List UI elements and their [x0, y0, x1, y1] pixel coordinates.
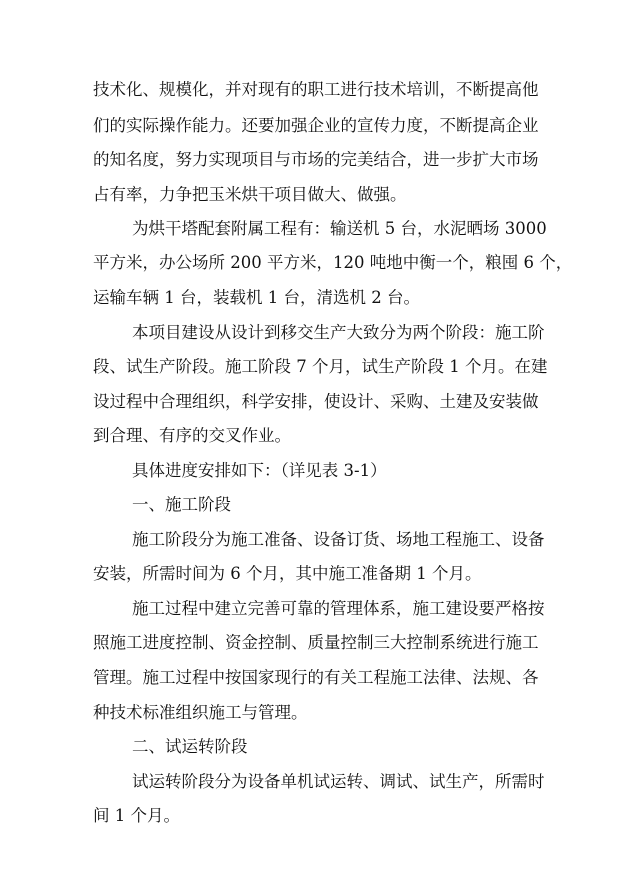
text-line: 照施工进度控制、资金控制、质量控制三大控制系统进行施工 [93, 633, 539, 652]
text-line: 到合理、有序的交叉作业。 [93, 426, 291, 445]
text-line: 施工阶段分为施工准备、设备订货、场地工程施工、设备 [132, 530, 545, 549]
text-line: 管理。施工过程中按国家现行的有关工程施工法律、法规、各 [93, 668, 539, 687]
text-line: 运输车辆 1 台，装载机 1 台，清选机 2 台。 [93, 288, 420, 307]
text-line: 施工过程中建立完善可靠的管理体系，施工建设要严格按 [132, 599, 545, 618]
text-line: 本项目建设从设计到移交生产大致分为两个阶段：施工阶 [132, 323, 545, 342]
text-line: 技术化、规模化，并对现有的职工进行技术培训，不断提高他 [93, 80, 539, 99]
text-line: 设过程中合理组织，科学安排，使设计、采购、土建及安装做 [93, 392, 539, 411]
section-heading: 二、试运转阶段 [132, 737, 248, 756]
text-line: 间 1 个月。 [93, 806, 180, 825]
text-line: 们的实际操作能力。还要加强企业的宣传力度，不断提高企业 [93, 116, 539, 135]
section-heading: 一、施工阶段 [132, 495, 231, 514]
text-line: 为烘干塔配套附属工程有：输送机 5 台，水泥晒场 3000 [132, 219, 547, 238]
text-line: 占有率，力争把玉米烘干项目做大、做强。 [93, 185, 407, 204]
text-line: 段、试生产阶段。施工阶段 7 个月，试生产阶段 1 个月。在建 [93, 357, 548, 376]
text-line: 安装，所需时间为 6 个月，其中施工准备期 1 个月。 [93, 564, 482, 583]
text-line: 具体进度安排如下：（详见表 3-1） [132, 461, 387, 480]
text-line: 试运转阶段分为设备单机试运转、调试、试生产，所需时 [132, 772, 545, 791]
text-line: 种技术标准组织施工与管理。 [93, 703, 308, 722]
text-line: 的知名度，努力实现项目与市场的完美结合，进一步扩大市场 [93, 150, 539, 169]
text-line: 平方米，办公场所 200 平方米，120 吨地中衡一个，粮囤 6 个， [93, 253, 573, 272]
